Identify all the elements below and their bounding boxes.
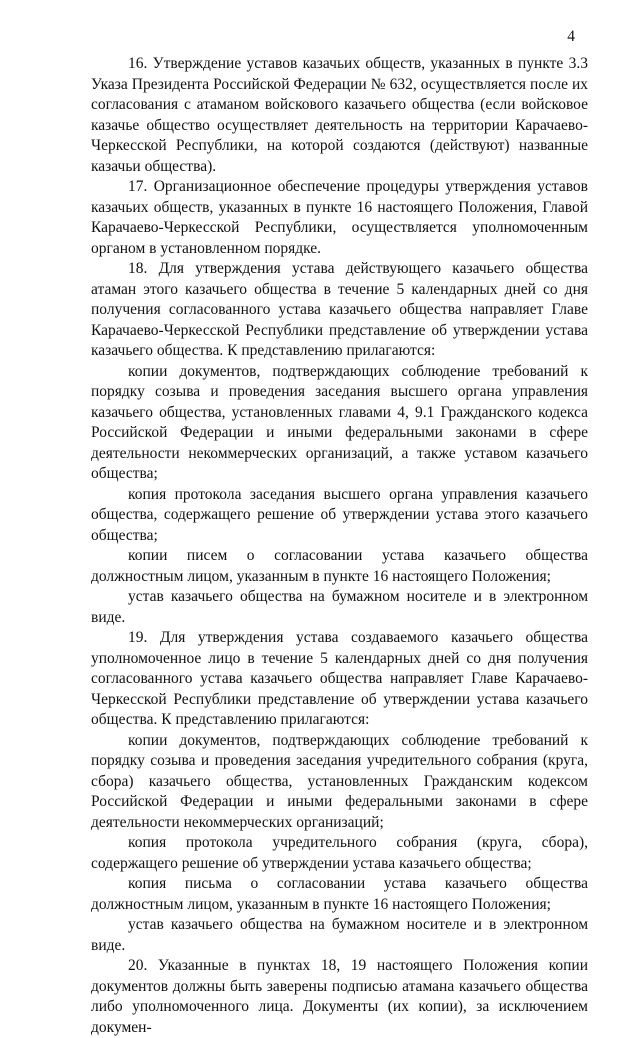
paragraph-17: 17. Организационное обеспечение процедуры утверждения уставов казачьих обществ, указанных в пункте 16 настоящего Положения, Главой Карачаево-Черкесской Республики, осуществляется уполномоченным органом в установленном порядке. <box>91 178 588 257</box>
paragraph-19-item-4: устав казачьего общества на бумажном носителе и в электронном виде. <box>91 916 588 954</box>
paragraph-19: 19. Для утверждения устава создаваемого казачьего общества уполномоченное лицо в течение 5 календарных дней со дня получения согласованного устава казачьего общества направляет Главе Карачаево-Черкесской Республики представление об утверждении устава казачьего общества. К представлению прилагаются: <box>91 629 588 728</box>
page-number: 4 <box>567 28 575 45</box>
document-body <box>91 54 588 1038</box>
paragraph-20: 20. Указанные в пунктах 18, 19 настоящего Положения копии документов должны быть заверены подписью атамана казачьего общества либо уполномоченного лица. Документы (их копии), за исключением докумен- <box>91 957 588 1036</box>
paragraph-18: 18. Для утверждения устава действующего казачьего общества атаман этого казачьего общества в течение 5 календарных дней со дня получения согласованного устава казачьего общества направляет Главе Карачаево-Черкесской Республики представление об утверждении устава казачьего общества. К представлению прилагаются: <box>91 260 588 359</box>
paragraph-18-item-1: копии документов, подтверждающих соблюдение требований к порядку созыва и проведения заседания высшего органа управления казачьего общества, установленных главами 4, 9.1 Гражданского кодекса Российской Федерации и иными федеральными законами в сфере деятельности некоммерческих организаций, а также уставом казачьего общества; <box>91 362 588 482</box>
paragraph-19-item-2: копия протокола учредительного собрания (круга, сбора), содержащего решение об утверждении устава казачьего общества; <box>91 834 588 872</box>
paragraph-18-item-2: копия протокола заседания высшего органа управления казачьего общества, содержащего решение об утверждении устава этого казачьего общества; <box>91 485 588 544</box>
paragraph-19-item-3: копия письма о согласовании устава казачьего общества должностным лицом, указанным в пункте 16 настоящего Положения; <box>91 875 588 913</box>
paragraph-18-item-3: копии писем о согласовании устава казачьего общества должностным лицом, указанным в пункте 16 настоящего Положения; <box>91 547 588 585</box>
paragraph-19-item-1: копии документов, подтверждающих соблюдение требований к порядку созыва и проведения заседания учредительного собрания (круга, сбора) казачьего общества, установленных Гражданским кодексом Российской Федерации и иными федеральными законами в сфере деятельности некоммерческих организаций; <box>91 731 588 831</box>
paragraph-18-item-4: устав казачьего общества на бумажном носителе и в электронном виде. <box>91 588 588 626</box>
paragraph-16: 16. Утверждение уставов казачьих обществ, указанных в пункте 3.3 Указа Президента Российской Федерации № 632, осуществляется после их согласования с атаманом войскового казачьего общества (если войсковое казачье общество осуществляет деятельность на территории Карачаево-Черкесской Республики, на которой создаются (действуют) названные казачьи общества). <box>91 55 588 175</box>
